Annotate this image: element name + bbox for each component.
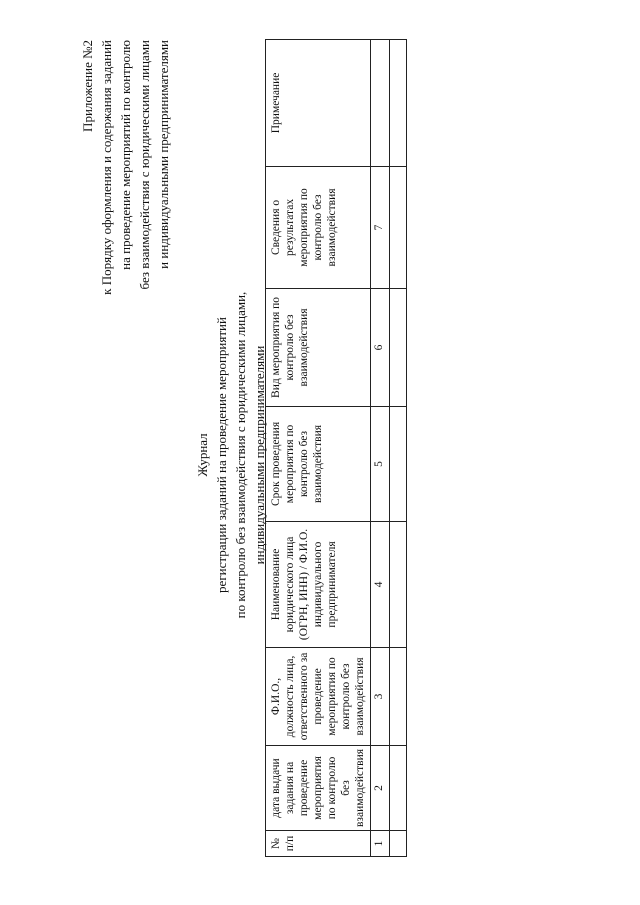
header-cell-issue-date: дата выдачи задания на проведение мероприятия по контролю без взаимодействия: [266, 745, 371, 830]
column-number-cell: 2: [371, 745, 390, 830]
column-number-cell: 7: [371, 166, 390, 288]
journal-title-line: регистрации заданий на проведение мероприятий: [214, 317, 229, 593]
journal-title-line: Журнал: [195, 433, 210, 477]
empty-row: [390, 39, 407, 856]
empty-cell: [390, 288, 407, 406]
empty-cell: [390, 406, 407, 521]
header-row: [266, 39, 371, 856]
empty-cell: [390, 521, 407, 647]
journal-title-line: по контролю без взаимодействия с юридическими лицами,: [233, 291, 248, 619]
empty-cell: [390, 166, 407, 288]
journal-title-line: индивидуальными предпринимателями: [252, 345, 267, 565]
header-cell-term: Срок проведения мероприятия по контролю без взаимодействия: [266, 406, 371, 521]
column-number-cell: 1: [371, 831, 390, 857]
header-cell-note: Примечание: [266, 39, 371, 166]
appendix-line: к Порядку оформления и содержания заданий: [99, 40, 114, 295]
column-number-row: [371, 39, 390, 856]
header-cell-results: Сведения о результатах мероприятия по контролю без взаимодействия: [266, 166, 371, 288]
column-number-cell: 3: [371, 647, 390, 745]
register-table: [265, 39, 407, 857]
column-number-cell: 5: [371, 406, 390, 521]
header-cell-type: Вид мероприятия по контролю без взаимодействия: [266, 288, 371, 406]
appendix-line: и индивидуальными предпринимателями: [156, 40, 171, 269]
header-cell-number: № п/п: [266, 831, 371, 857]
header-cell-entity: Наименование юридического лица (ОГРН, ИНН) / Ф.И.О. индивидуального предпринимателя: [266, 521, 371, 647]
empty-cell: [390, 831, 407, 857]
empty-cell: [390, 39, 407, 166]
header-cell-responsible: Ф.И.О., должность лица, ответственного за проведение мероприятия по контролю без взаимодействия: [266, 647, 371, 745]
appendix-line: на проведение мероприятий по контролю: [118, 40, 133, 270]
empty-cell: [390, 647, 407, 745]
appendix-block: [78, 40, 173, 310]
column-number-cell: 4: [371, 521, 390, 647]
column-number-cell: 6: [371, 288, 390, 406]
empty-cell: [390, 745, 407, 830]
column-number-cell: [371, 39, 390, 166]
appendix-line: без взаимодействия с юридическими лицами: [137, 40, 152, 290]
appendix-line: Приложение №2: [80, 40, 95, 132]
journal-title: [193, 220, 269, 690]
